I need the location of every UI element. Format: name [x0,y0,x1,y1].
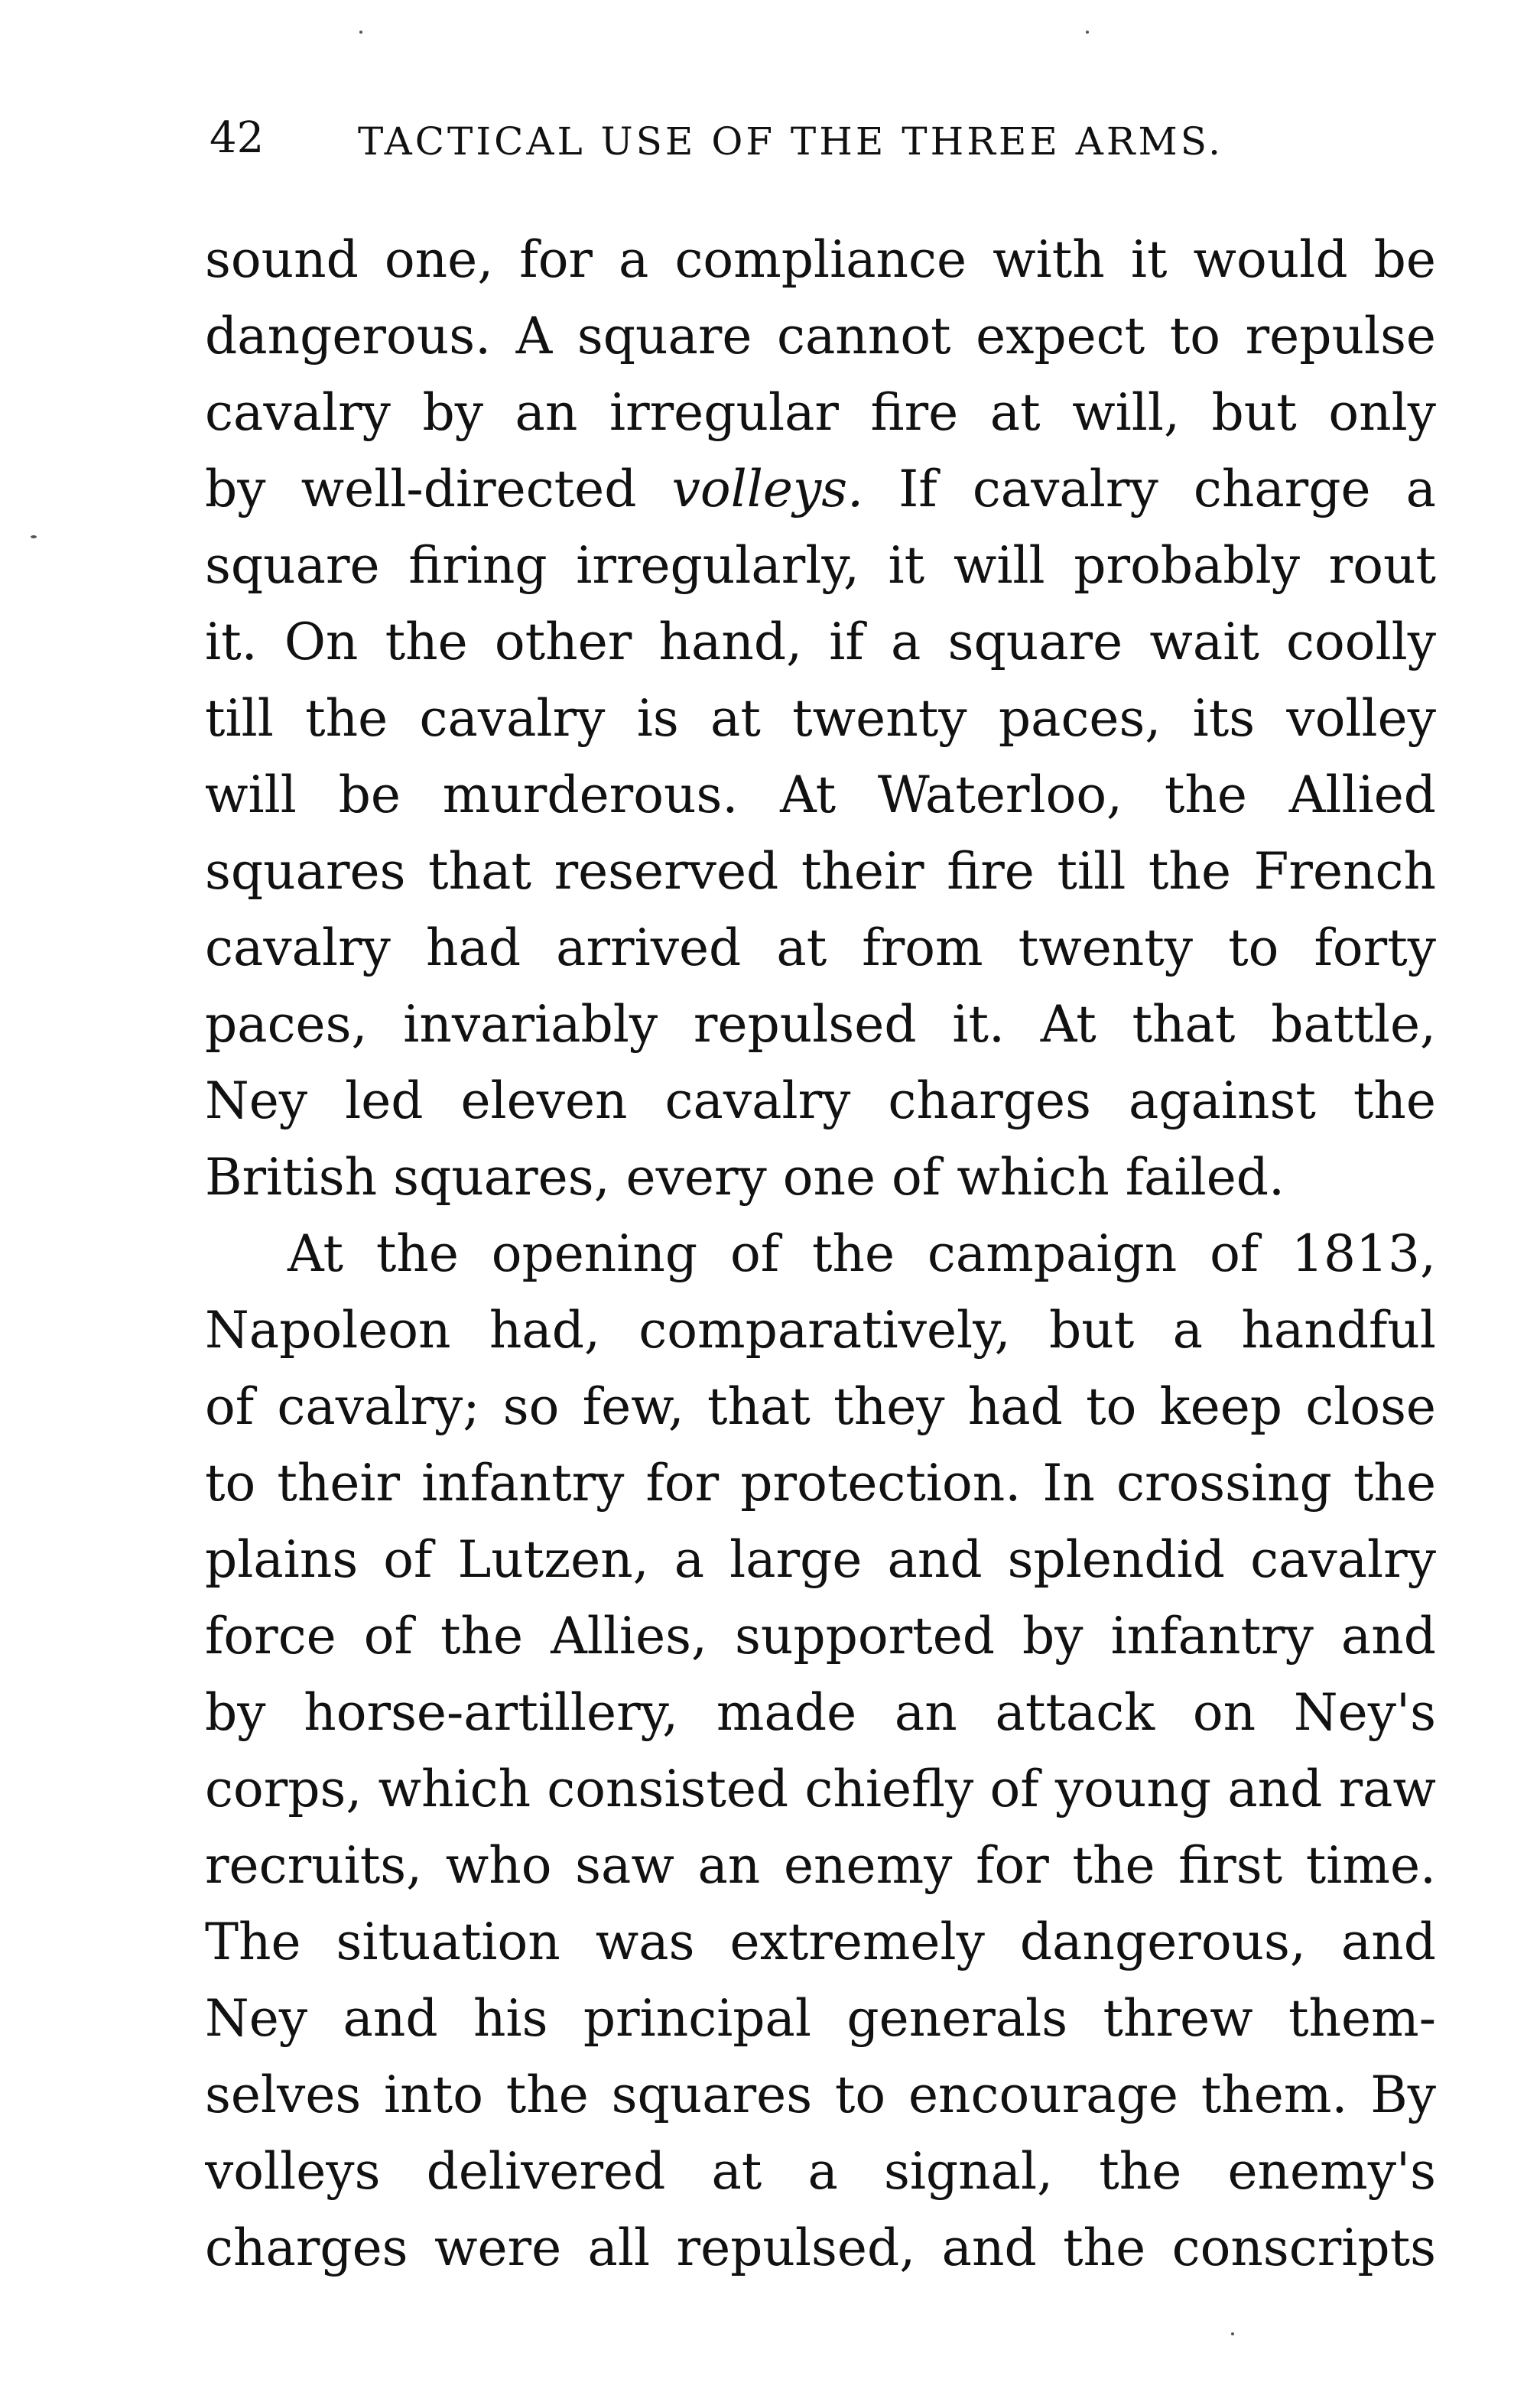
text-line: recruits, who saw an enemy for the first time. [205,1836,1436,1895]
text-segment: by well-directed [205,460,637,518]
paragraph-1 [205,222,1436,1216]
text-line: cavalry had arrived at from twenty to forty [205,918,1436,977]
text-line: to their infantry for protection. In crossing the [205,1454,1436,1513]
print-speck [359,31,362,34]
text-line: of cavalry; so few, that they had to keep close [205,1377,1436,1436]
text-line: dangerous. A square cannot expect to repulse [205,307,1436,366]
running-title: TACTICAL USE OF THE THREE ARMS. [358,119,1224,164]
text-line: selves into the squares to encourage them. By [205,2065,1436,2124]
text-line: force of the Allies, supported by infantry and [205,1607,1436,1666]
text-line: charges were all repulsed, and the conscripts [205,2218,1436,2277]
text-line: cavalry by an irregular fire at will, but only [205,383,1436,442]
running-header [205,107,1444,168]
italic-text: volleys. [671,460,864,518]
body-text [205,222,1436,2286]
text-segment: If cavalry charge a [898,460,1436,518]
text-line: till the cavalry is at twenty paces, its volley [205,689,1436,748]
text-line: it. On the other hand, if a square wait coolly [205,613,1436,671]
text-line: The situation was extremely dangerous, and [205,1913,1436,1971]
text-line: British squares, every one of which failed. [205,1148,1285,1207]
text-line [205,451,1436,528]
text-line: squares that reserved their fire till the French [205,842,1436,901]
text-line: paces, invariably repulsed it. At that battle, [205,995,1436,1054]
text-line: square firing irregularly, it will probably rout [205,536,1436,595]
text-line: by horse-artillery, made an attack on Ney's [205,1683,1436,1742]
text-line: volleys delivered at a signal, the enemy's [205,2142,1436,2201]
page-number: 42 [210,113,265,163]
text-line: will be murderous. At Waterloo, the Allied [205,765,1436,824]
text-line: At the opening of the campaign of 1813, [288,1224,1436,1283]
text-line: Napoleon had, comparatively, but a handful [205,1301,1436,1360]
paragraph-2 [205,1216,1436,2286]
text-line: plains of Lutzen, a large and splendid cavalry [205,1530,1436,1589]
print-speck [31,535,37,538]
print-speck [1231,2332,1234,2335]
print-speck [1086,31,1089,34]
text-line: corps, which consisted chiefly of young and raw [205,1760,1436,1818]
text-line: Ney and his principal generals threw them- [205,1989,1436,2048]
text-line: Ney led eleven cavalry charges against the [205,1071,1436,1130]
text-line: sound one, for a compliance with it would be [205,230,1436,289]
